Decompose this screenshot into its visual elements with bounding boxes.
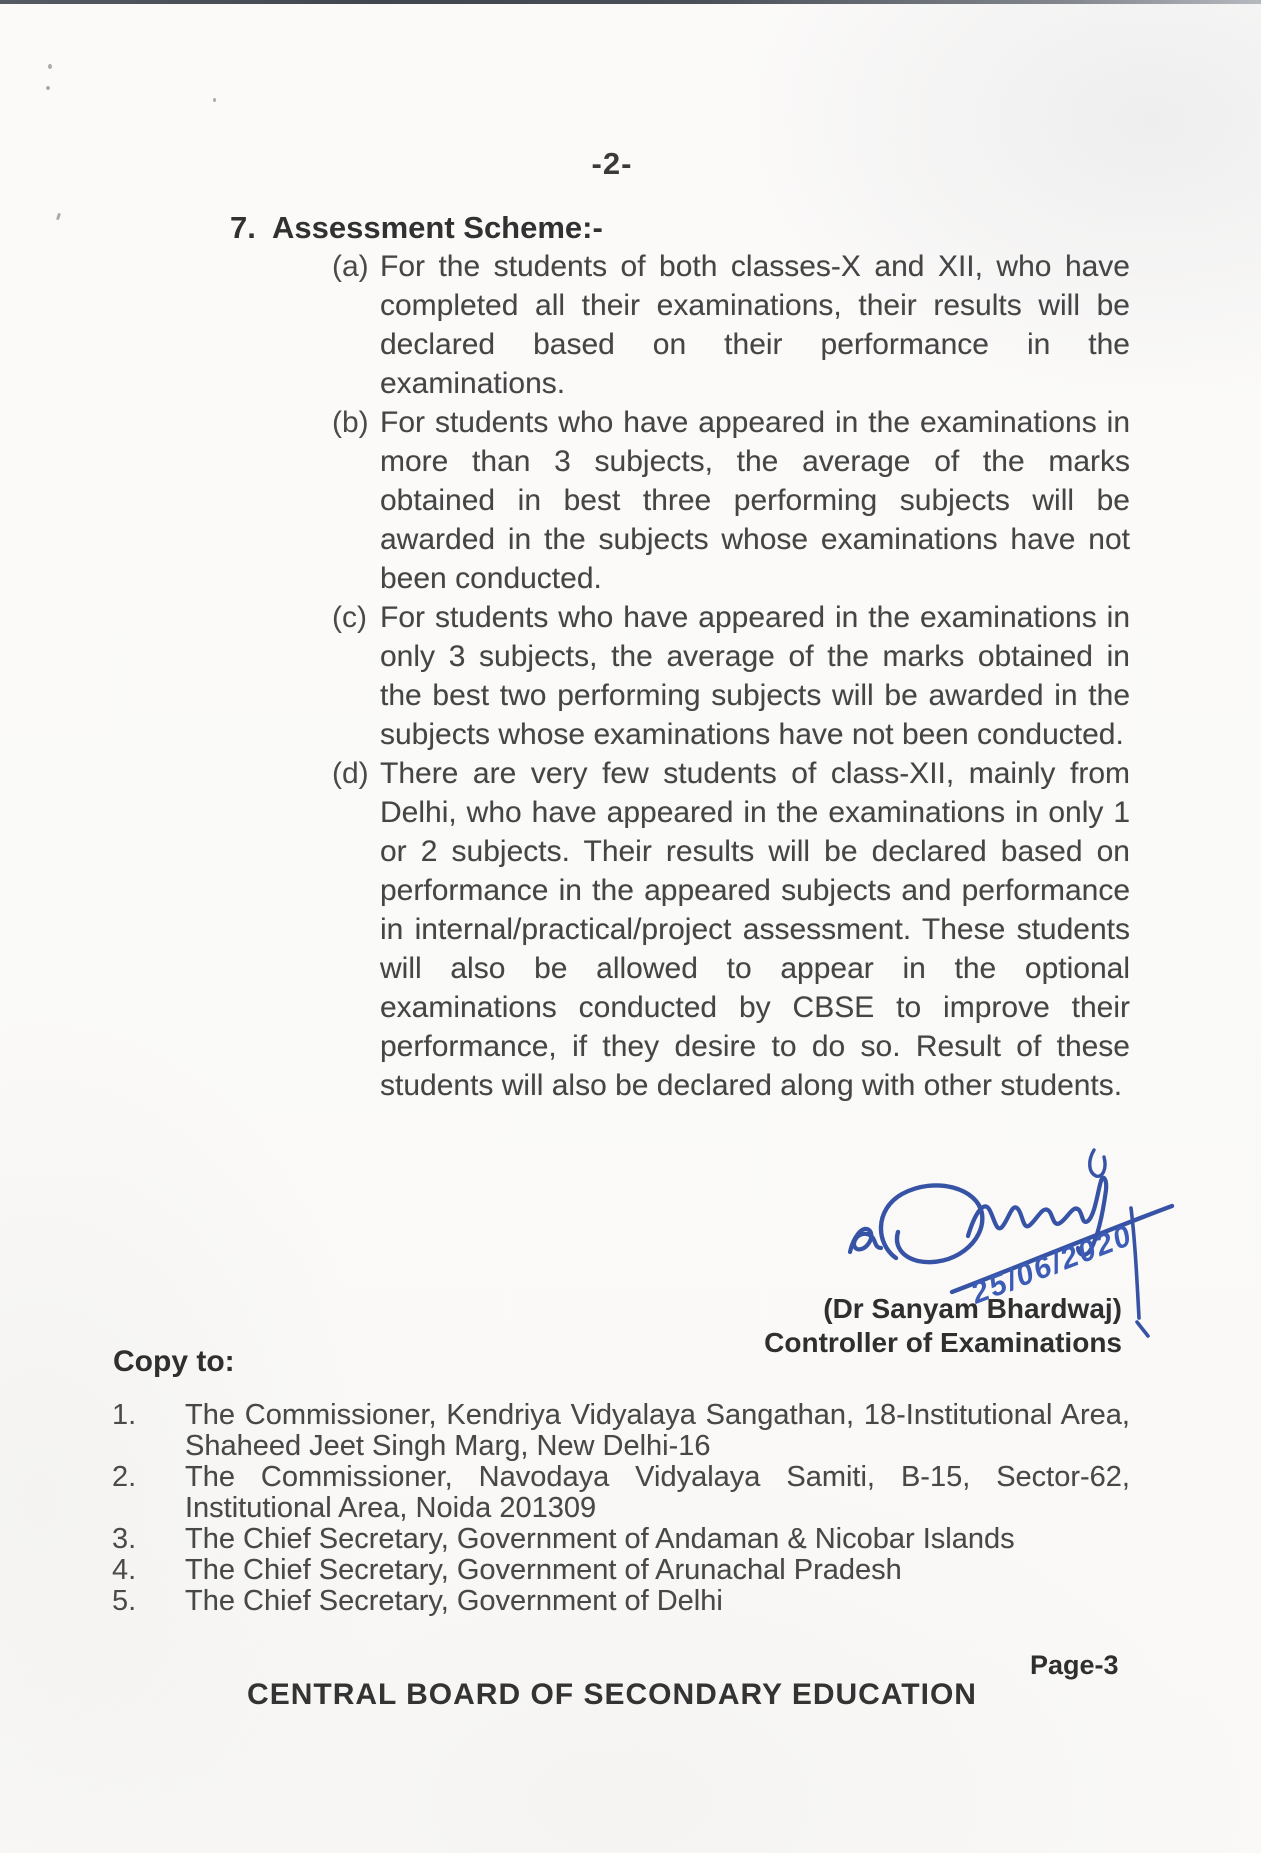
- recipient-row: [112, 1524, 1132, 1555]
- recipient-number: 4.: [112, 1554, 137, 1586]
- section-number: 7.: [230, 210, 256, 245]
- signature-block: [758, 1292, 1122, 1360]
- recipient-number: 2.: [112, 1461, 137, 1493]
- recipient-text: The Chief Secretary, Government of Delhi: [185, 1585, 723, 1617]
- recipient-number: 3.: [112, 1523, 137, 1555]
- item-marker: (d): [332, 757, 369, 790]
- assessment-scheme-list: [332, 247, 1130, 1105]
- recipient-text: The Commissioner, Kendriya Vidyalaya Sangathan, 18-Institutional Area, Shaheed Jeet Singh Marg, New Delhi-16: [185, 1399, 1130, 1462]
- list-item: [332, 754, 1130, 1105]
- recipient-row: [112, 1555, 1132, 1586]
- list-item: [332, 598, 1130, 754]
- scan-edge-artifact: [0, 0, 1261, 4]
- organization-footer: CENTRAL BOARD OF SECONDARY EDUCATION: [247, 1678, 977, 1711]
- recipient-row: [112, 1586, 1132, 1617]
- signatory-title: Controller of Examinations: [764, 1327, 1122, 1358]
- signature-date: 25/06/2020: [966, 1218, 1138, 1311]
- scan-speck: [48, 64, 52, 69]
- item-marker: (c): [332, 601, 367, 634]
- recipient-text: The Chief Secretary, Government of Andaman & Nicobar Islands: [185, 1523, 1015, 1555]
- section-title: Assessment Scheme:-: [272, 210, 603, 245]
- recipient-text: The Chief Secretary, Government of Arunachal Pradesh: [185, 1554, 902, 1586]
- recipient-number: 5.: [112, 1585, 137, 1617]
- scan-speck: [213, 98, 216, 102]
- item-text: For students who have appeared in the examinations in more than 3 subjects, the average of the marks obtained in best three performing subjects will be awarded in the subjects whose examinations have not been conducted.: [380, 406, 1130, 595]
- scan-speck: [46, 86, 50, 90]
- recipient-number: 1.: [112, 1399, 137, 1431]
- item-text: For students who have appeared in the examinations in only 3 subjects, the average of the marks obtained in the best two performing subjects will be awarded in the subjects whose examinations have not been conducted.: [380, 601, 1130, 751]
- recipient-row: [112, 1400, 1132, 1462]
- recipient-text: The Commissioner, Navodaya Vidyalaya Samiti, B-15, Sector-62, Institutional Area, Noida 201309: [185, 1461, 1130, 1524]
- scan-speck: [56, 213, 61, 221]
- list-item: [332, 247, 1130, 403]
- item-text: There are very few students of class-XII, mainly from Delhi, who have appeared in the examinations in only 1 or 2 subjects. Their results will be declared based on performance in the appeared subjects and performance in internal/practical/project assessment. These students will also be allowed to appear in the optional examinations conducted by CBSE to improve their performance, if they desire to do so. Result of these students will also be declared along with other students.: [380, 757, 1130, 1102]
- signatory-name: (Dr Sanyam Bhardwaj): [823, 1293, 1122, 1324]
- copy-to-heading: Copy to:: [113, 1345, 235, 1378]
- copy-to-list: [112, 1400, 1132, 1617]
- item-text: For the students of both classes-X and XII, who have completed all their examinations, their results will be declared based on their performance in the examinations.: [380, 250, 1130, 400]
- page-label: Page-3: [1030, 1650, 1119, 1680]
- page-number-top: -2-: [591, 146, 633, 181]
- item-marker: (b): [332, 406, 369, 439]
- recipient-row: [112, 1462, 1132, 1524]
- list-item: [332, 403, 1130, 598]
- item-marker: (a): [332, 250, 369, 283]
